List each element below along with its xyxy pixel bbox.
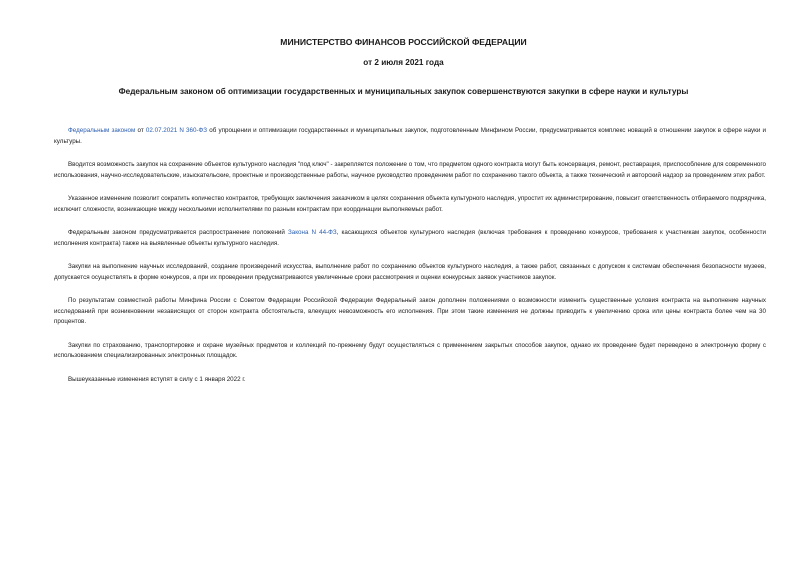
paragraph-7: Закупки по страхованию, транспортировке и охране музейных предметов и коллекций по-прежнему будут осуществляться с применением закрытых способов закупок, однако их проведение будет переведено в электронную форму с использованием специализированных электронных площадок. [54, 341, 766, 359]
document-date: от 2 июля 2021 года [363, 58, 444, 67]
paragraph-1 [54, 126, 766, 147]
federal-law-link[interactable]: Федеральным законом [68, 127, 136, 134]
law-44-fz-link[interactable]: Закона N 44-ФЗ [287, 229, 337, 236]
document-subtitle: Федеральным законом об оптимизации государственных и муниципальных закупок совершенствуются закупки в сфере науки и культуры [118, 87, 689, 96]
paragraph-4-after: , касающихся объектов культурного наследия (включая требования к проведению конкурсов, требования к участникам закупок, особенности исполнения контракта) также на выявленные объекты культурного наследия. [54, 229, 766, 247]
law-360-fz-link[interactable]: 02.07.2021 N 360-ФЗ [145, 127, 208, 134]
ministry-title: МИНИСТЕРСТВО ФИНАНСОВ РОССИЙСКОЙ ФЕДЕРАЦИИ [280, 37, 527, 47]
paragraph-1-mid: от [135, 127, 146, 134]
paragraph-4 [54, 228, 766, 249]
paragraph-8: Вышеуказанные изменения вступят в силу с 1 января 2022 г. [68, 375, 246, 383]
paragraph-6: По результатам совместной работы Минфина России с Советом Федерации Российской Федерации Федеральный закон дополнен положениями о возможности изменить существенные условия контракта на выполнение научных исследований при возникновении независящих от сторон контракта обстоятельств, влекущих невозможность его исполнения. При этом такие изменения не должны приводить к увеличению срока или цены контракта более чем на 30 процентов. [54, 297, 766, 325]
paragraph-1-text: об упрощении и оптимизации государственных и муниципальных закупок, подготовленным Минфином России, предусматривается комплекс новаций в отношении закупок в сфере науки и культуры. [54, 127, 766, 145]
paragraph-3: Указанное изменение позволит сократить количество контрактов, требующих заключения заказчиком в целях сохранения объекта культурного наследия, упростит их администрирование, повысит ответственность отбираемого подрядчика, исключит сложности, возникающие между несколькими исполнителями по разным контрактам при координации выполняемых работ. [54, 195, 767, 213]
paragraph-5: Закупки на выполнение научных исследований, создание произведений искусства, выполнение работ по сохранению объектов культурного наследия, а также работ, связанных с допуском к системам обеспечения безопасности музеев, допускается осуществлять в форме конкурсов, а при их проведении предусматриваются увеличенные сроки рассмотрения и оценки конкурсных заявок участников закупок. [54, 263, 766, 281]
paragraph-4-before: Федеральным законом предусматривается распространение положений [68, 229, 288, 236]
paragraph-2: Вводится возможность закупок на сохранение объектов культурного наследия "под ключ" - закрепляется положение о том, что предметом одного контракта могут быть консервация, ремонт, реставрация, приспособление для современного использования, научно-исследовательские, изыскательские, проектные и производственные работы, научное руководство проведением работ по сохранению такого объекта, а также технический и авторский надзор за проведением этих работ. [54, 161, 766, 179]
document-body [54, 126, 766, 398]
